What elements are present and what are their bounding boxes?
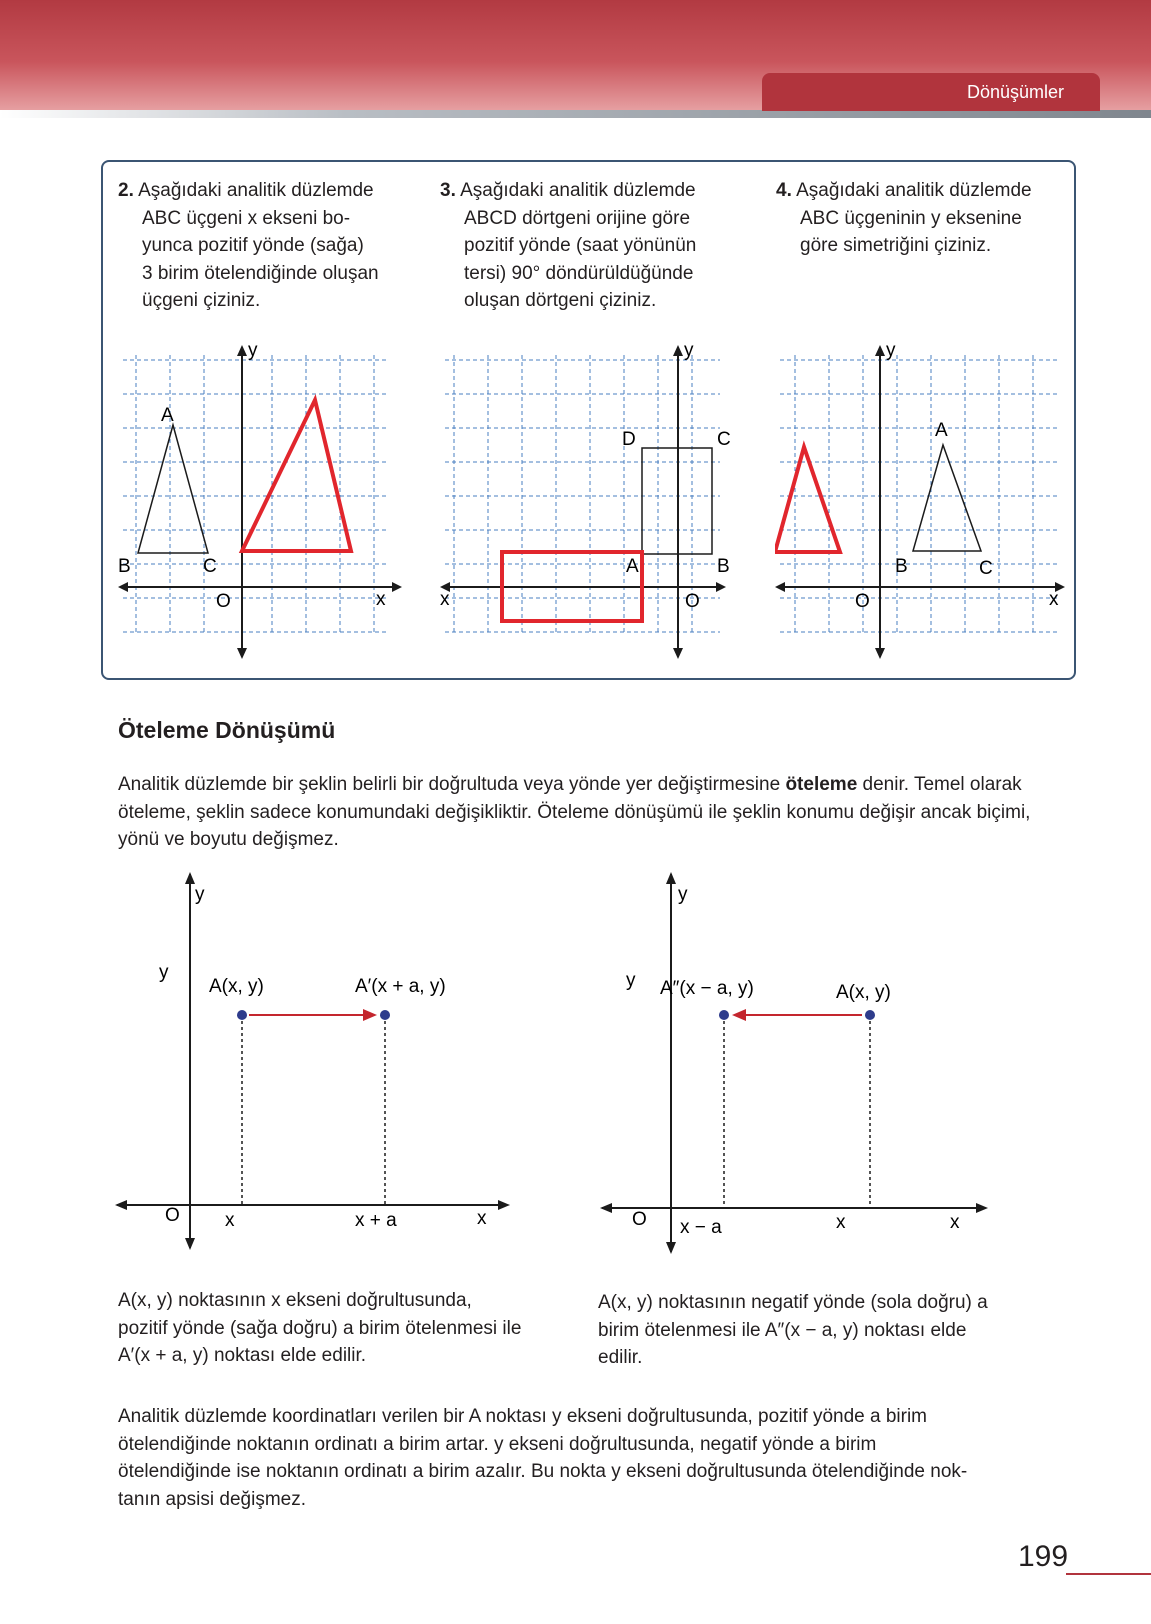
x-arrow-right (392, 582, 402, 592)
point-a-double-prime (719, 1010, 729, 1020)
exercise-line: Aşağıdaki analitik düzlemde (138, 180, 374, 201)
closing-line: tanın apsisi değişmez. (118, 1488, 306, 1510)
arrow-head-right (363, 1009, 377, 1021)
exercise-line: ABCD dörtgeni orijine göre (464, 207, 691, 229)
point-label-d: D (622, 429, 636, 450)
y-arrow-down (673, 648, 683, 659)
caption-left-translation (598, 1289, 1068, 1372)
exercise-line: oluşan dörtgeni çiziniz. (464, 290, 657, 311)
exercise-line: tersi) 90° döndürüldüğünde (464, 262, 694, 284)
origin-label: O (165, 1205, 180, 1226)
y-arrow-up (237, 345, 247, 356)
exercise-line: Aşağıdaki analitik düzlemde (796, 180, 1032, 201)
point-a-prime (380, 1010, 390, 1020)
point-label-a: A (161, 405, 174, 426)
y-tick-label: y (626, 970, 636, 991)
exercise-number: 2. (118, 180, 134, 201)
section-title: Öteleme Dönüşümü (118, 717, 336, 743)
x-arrow-right (716, 582, 726, 592)
point-label-a: A (626, 556, 639, 577)
x-tick-label: x (225, 1210, 235, 1231)
y-axis-label: y (678, 884, 688, 905)
x-arrow-left (115, 1200, 127, 1210)
origin-label: O (855, 591, 870, 612)
caption-right-translation (118, 1287, 568, 1370)
origin-label: O (632, 1209, 647, 1230)
point-label-c: C (979, 558, 993, 579)
exercise-2-text (118, 177, 379, 315)
intro-paragraph (118, 771, 1063, 854)
page-number: 199 (1018, 1540, 1069, 1573)
origin-label: O (216, 591, 231, 612)
translated-triangle (242, 400, 351, 551)
x-arrow-right (976, 1203, 988, 1213)
closing-paragraph (118, 1403, 1078, 1513)
caption-line: A′(x + a, y) noktası elde edilir. (118, 1345, 367, 1366)
exercise-line: pozitif yönde (saat yönünün (464, 235, 697, 256)
exercise-line: ABC üçgeni x ekseni bo- (142, 207, 351, 229)
point-a-prime-label: A′(x + a, y) (355, 976, 446, 997)
x-tick-label: x + a (355, 1210, 397, 1231)
arrow-head-left (732, 1009, 746, 1021)
reflected-triangle (775, 447, 840, 552)
intro-keyword: öteleme (785, 774, 858, 795)
point-a-double-prime-label: A″(x − a, y) (660, 978, 754, 999)
closing-line: ötelendiğinde ise noktanın ordinatı a birim azalır. Bu nokta y ekseni doğrultusunda ötelendiğinde nok- (118, 1461, 968, 1482)
exercise-4-graph (775, 345, 1075, 660)
x-axis-label: x (376, 589, 386, 610)
y-arrow-down (666, 1242, 676, 1254)
exercise-line: 3 birim ötelendiğinde oluşan (142, 262, 379, 284)
intro-text: Analitik düzlemde bir şeklin belirli bir doğrultuda veya yönde yer değiştirmesine (118, 774, 786, 795)
x-axis-label: x (440, 589, 450, 610)
triangle-abc (913, 445, 981, 551)
y-tick-label: y (159, 962, 169, 983)
x-tick-label: x (836, 1212, 846, 1233)
y-arrow-down (875, 648, 885, 659)
exercise-line: üçgeni çiziniz. (142, 290, 261, 311)
x-axis-label: x (950, 1212, 960, 1233)
point-label-b: B (895, 556, 908, 577)
exercise-number: 3. (440, 180, 456, 201)
x-arrow-left (600, 1203, 612, 1213)
exercise-3-text (440, 177, 696, 315)
y-arrow-up (185, 872, 195, 884)
exercise-number: 4. (776, 180, 792, 201)
exercise-line: ABC üçgeninin y eksenine (800, 207, 1022, 229)
x-arrow-left (775, 582, 785, 592)
y-arrow-up (875, 345, 885, 356)
closing-line: Analitik düzlemde koordinatları verilen bir A noktası y ekseni doğrultusunda, pozitif yönde a birim (118, 1406, 927, 1427)
chapter-title: Dönüşümler (762, 73, 1100, 111)
x-axis-label: x (1049, 589, 1059, 610)
y-axis-label: y (886, 345, 896, 361)
translation-diagram-left (600, 870, 1000, 1255)
exercise-line: yunca pozitif yönde (sağa) (142, 235, 364, 256)
caption-line: A(x, y) noktasının negatif yönde (sola doğru) a (598, 1292, 988, 1313)
point-label-b: B (717, 556, 730, 577)
y-arrow-up (666, 872, 676, 884)
point-a (865, 1010, 875, 1020)
grid (123, 355, 388, 635)
y-arrow-down (185, 1238, 195, 1250)
exercise-2-graph (118, 345, 408, 660)
x-arrow-left (118, 582, 128, 592)
x-arrow-right (498, 1200, 510, 1210)
intro-text: denir. Temel olarak öteleme, şeklin sadece konumundaki değişikliktir. Öteleme dönüşümü ile şeklin konumu değişir ancak biçimi, yönü ve boyutu değişmez. (118, 774, 1031, 850)
y-axis-label: y (684, 345, 694, 361)
point-a-label: A(x, y) (836, 982, 891, 1003)
point-label-a: A (935, 420, 948, 441)
y-axis-label: y (195, 884, 205, 905)
point-a (237, 1010, 247, 1020)
caption-line: A(x, y) noktasının x ekseni doğrultusunda, (118, 1290, 472, 1311)
exercise-3-graph (440, 345, 740, 660)
point-label-c: C (717, 429, 731, 450)
y-arrow-down (237, 648, 247, 659)
exercise-line: göre simetriğini çiziniz. (800, 235, 992, 256)
caption-line: birim ötelenmesi ile A″(x − a, y) noktası elde (598, 1319, 967, 1341)
header-rule (0, 110, 1151, 118)
page-number-rule (1066, 1573, 1151, 1575)
axes (442, 347, 724, 657)
point-a-label: A(x, y) (209, 976, 264, 997)
x-axis-label: x (477, 1208, 487, 1229)
caption-line: edilir. (598, 1347, 643, 1368)
triangle-abc (138, 425, 208, 553)
exercise-line: Aşağıdaki analitik düzlemde (460, 180, 696, 201)
x-tick-label: x − a (680, 1217, 722, 1238)
y-arrow-up (673, 345, 683, 356)
exercise-4-text (776, 177, 1032, 260)
point-label-c: C (203, 556, 217, 577)
point-label-b: B (118, 556, 131, 577)
translation-diagram-right (115, 870, 515, 1250)
origin-label: O (685, 591, 700, 612)
closing-line: ötelendiğinde noktanın ordinatı a birim artar. y ekseni doğrultusunda, negatif yönde a birim (118, 1433, 877, 1455)
y-axis-label: y (248, 345, 258, 361)
caption-line: pozitif yönde (sağa doğru) a birim ötelenmesi ile (118, 1317, 522, 1339)
